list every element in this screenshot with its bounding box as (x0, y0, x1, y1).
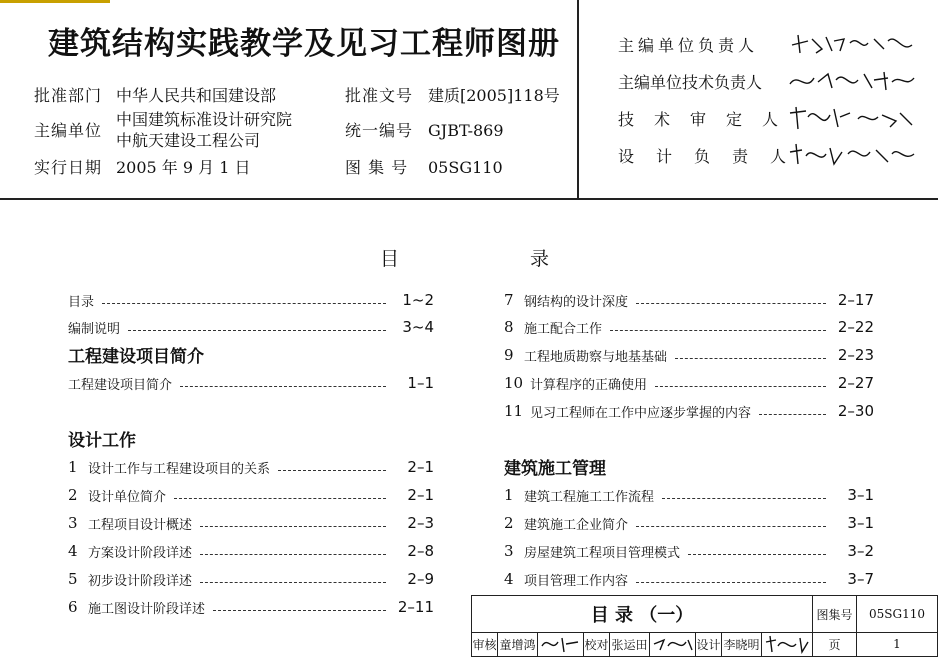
toc-entry[interactable] (68, 512, 434, 534)
toc-entry[interactable] (68, 484, 434, 506)
section-heading: 建筑施工管理 (504, 459, 606, 479)
toc-entry-page: 2–11 (397, 598, 434, 616)
toc-entry-page: 2–1 (407, 458, 434, 476)
toc-entry-number: 7 (504, 291, 514, 309)
toc-entry-number: 3 (504, 542, 514, 560)
toc-entry-page: 2–22 (837, 318, 874, 336)
toc-entry-page: 2–1 (407, 486, 434, 504)
toc-leader (174, 498, 386, 499)
toc-entry-number: 2 (68, 486, 78, 504)
checker-name: 张运田 (610, 632, 650, 656)
unified-no-value: GJBT-869 (428, 121, 504, 140)
toc-leader (675, 358, 826, 359)
toc-entry-page: 2–3 (407, 514, 434, 532)
approval-label: 主编单位负责人 (618, 35, 759, 55)
toc-entry-text: 设计单位简介 (88, 489, 167, 505)
toc-entry-text: 房屋建筑工程项目管理模式 (524, 545, 681, 561)
approving-dept-label: 批准部门 (34, 86, 103, 105)
toc-leader (102, 303, 386, 304)
toc-entry-page: 3–2 (847, 542, 874, 560)
reviewer-name: 童增鸿 (498, 632, 538, 656)
toc-entry[interactable] (504, 400, 874, 422)
handwritten-signature (788, 142, 918, 168)
toc-entry-number: 9 (504, 346, 514, 364)
approval-label: 技术审定人 (618, 109, 799, 129)
toc-entry-text: 工程项目设计概述 (88, 517, 193, 533)
toc-entry[interactable] (68, 540, 434, 562)
section-heading: 工程建设项目简介 (68, 347, 204, 367)
approval-label: 设计负责人 (618, 146, 809, 166)
toc-entry-number: 4 (68, 542, 78, 560)
editor-unit-label: 主编单位 (34, 121, 103, 140)
atlas-no-label: 图 集 号 (345, 158, 409, 177)
toc-leader (655, 386, 826, 387)
toc-leader (278, 470, 386, 471)
toc-entry-page: 3–1 (847, 486, 874, 504)
toc-entry[interactable] (68, 316, 434, 338)
design-label: 设计 (696, 632, 722, 656)
toc-entry-page: 2–9 (407, 570, 434, 588)
section-heading: 设计工作 (68, 431, 136, 451)
toc-leader (636, 526, 826, 527)
handwritten-signature (540, 634, 582, 654)
toc-leader (200, 554, 386, 555)
document-title: 建筑结构实践教学及见习工程师图册 (48, 26, 560, 62)
approval-label: 主编单位技术负责人 (618, 72, 763, 92)
check-label: 校对 (584, 632, 610, 656)
toc-entry[interactable] (68, 372, 434, 394)
toc-entry-text: 方案设计阶段详述 (88, 545, 193, 561)
toc-leader (688, 554, 826, 555)
checker-signature (650, 632, 696, 656)
toc-entry-number: 6 (68, 598, 78, 616)
approval-doc-label: 批准文号 (345, 86, 414, 105)
toc-entry-text: 钢结构的设计深度 (524, 294, 629, 310)
toc-entry-text: 目录 (68, 294, 95, 310)
toc-entry-number: 2 (504, 514, 514, 532)
atlas-no-value: 05SG110 (869, 607, 925, 621)
unified-no-label: 统一编号 (345, 121, 414, 140)
toc-entry[interactable] (504, 484, 874, 506)
handwritten-signature (788, 31, 918, 57)
toc-leader (200, 526, 386, 527)
toc-entry-text: 项目管理工作内容 (524, 573, 629, 589)
approval-doc-value: 建质[2005]118号 (428, 86, 560, 105)
toc-leader (610, 330, 826, 331)
toc-leader (636, 303, 826, 304)
toc-entry-number: 11 (504, 402, 524, 420)
toc-entry-text: 编制说明 (68, 321, 121, 337)
atlas-no-value: 05SG110 (428, 158, 503, 177)
approval-row-design-lead (618, 141, 918, 169)
toc-entry-page: 2–17 (837, 291, 874, 309)
toc-entry[interactable] (504, 344, 874, 366)
toc-entry-page: 2–30 (837, 402, 874, 420)
toc-entry[interactable] (68, 596, 434, 618)
toc-entry-number: 1 (504, 486, 514, 504)
designer-name: 李晓明 (722, 632, 762, 656)
toc-heading-left: 目 (380, 248, 400, 270)
toc-entry-page: 3~4 (402, 318, 434, 336)
toc-entry-text: 计算程序的正确使用 (530, 377, 648, 393)
atlas-no-label: 图集号 (813, 596, 857, 632)
approval-row-tech-reviewer (618, 104, 918, 132)
handwritten-signature (788, 105, 918, 131)
toc-entry-page: 1~2 (402, 291, 434, 309)
toc-entry-page: 1–1 (407, 374, 434, 392)
title-block (471, 595, 938, 657)
toc-entry-text: 工程建设项目简介 (68, 377, 173, 393)
toc-entry-page: 2–27 (837, 374, 874, 392)
toc-leader (180, 386, 386, 387)
toc-leader (213, 610, 386, 611)
toc-entry-text: 建筑施工企业简介 (524, 517, 629, 533)
editor-unit-line1: 中国建筑标准设计研究院 (116, 110, 293, 129)
handwritten-signature (788, 68, 918, 94)
editor-unit-line2: 中航天建设工程公司 (116, 131, 261, 150)
toc-entry-page: 2–23 (837, 346, 874, 364)
toc-entry-page: 3–1 (847, 514, 874, 532)
page-number: 1 (893, 637, 901, 651)
approval-row-tech-chief (618, 67, 918, 95)
toc-entry-text: 工程地质勘察与地基基础 (524, 349, 668, 365)
toc-entry[interactable] (504, 316, 874, 338)
toc-entry[interactable] (68, 456, 434, 478)
toc-entry-text: 设计工作与工程建设项目的关系 (88, 461, 271, 477)
page-label: 页 (813, 632, 857, 656)
toc-entry-number: 3 (68, 514, 78, 532)
toc-entry-page: 3–7 (847, 570, 874, 588)
toc-entry-number: 4 (504, 570, 514, 588)
handwritten-signature (764, 634, 810, 654)
toc-entry[interactable] (504, 372, 874, 394)
toc-leader (200, 582, 386, 583)
toc-entry[interactable] (504, 568, 874, 590)
toc-entry[interactable] (504, 512, 874, 534)
header-divider (577, 0, 579, 200)
toc-entry[interactable] (68, 568, 434, 590)
toc-entry-text: 见习工程师在工作中应逐步掌握的内容 (530, 405, 752, 421)
toc-leader (759, 414, 826, 415)
approval-row-chief-editor (618, 30, 918, 58)
reviewer-signature (538, 632, 584, 656)
toc-entry-page: 2–8 (407, 542, 434, 560)
toc-entry-number: 5 (68, 570, 78, 588)
toc-entry-text: 建筑工程施工工作流程 (524, 489, 655, 505)
toc-entry[interactable] (504, 540, 874, 562)
sheet-title: 目 录 （一） (472, 596, 813, 632)
toc-entry[interactable] (68, 289, 434, 311)
toc-entry-number: 10 (504, 374, 524, 392)
approving-dept-value: 中华人民共和国建设部 (116, 86, 277, 105)
toc-leader (636, 582, 826, 583)
toc-entry-number: 1 (68, 458, 78, 476)
toc-entry[interactable] (504, 289, 874, 311)
review-label: 审核 (472, 632, 498, 656)
toc-entry-number: 8 (504, 318, 514, 336)
toc-entry-text: 施工配合工作 (524, 321, 603, 337)
designer-signature (762, 632, 813, 656)
title-block-top-row (472, 596, 937, 633)
effective-date-label: 实行日期 (34, 158, 103, 177)
toc-heading-right: 录 (530, 248, 550, 270)
toc-entry-text: 初步设计阶段详述 (88, 573, 193, 589)
toc-entry-text: 施工图设计阶段详述 (88, 601, 206, 617)
handwritten-signature (652, 634, 694, 654)
toc-leader (128, 330, 386, 331)
toc-leader (662, 498, 826, 499)
effective-date-value: 2005 年 9 月 1 日 (116, 158, 251, 177)
